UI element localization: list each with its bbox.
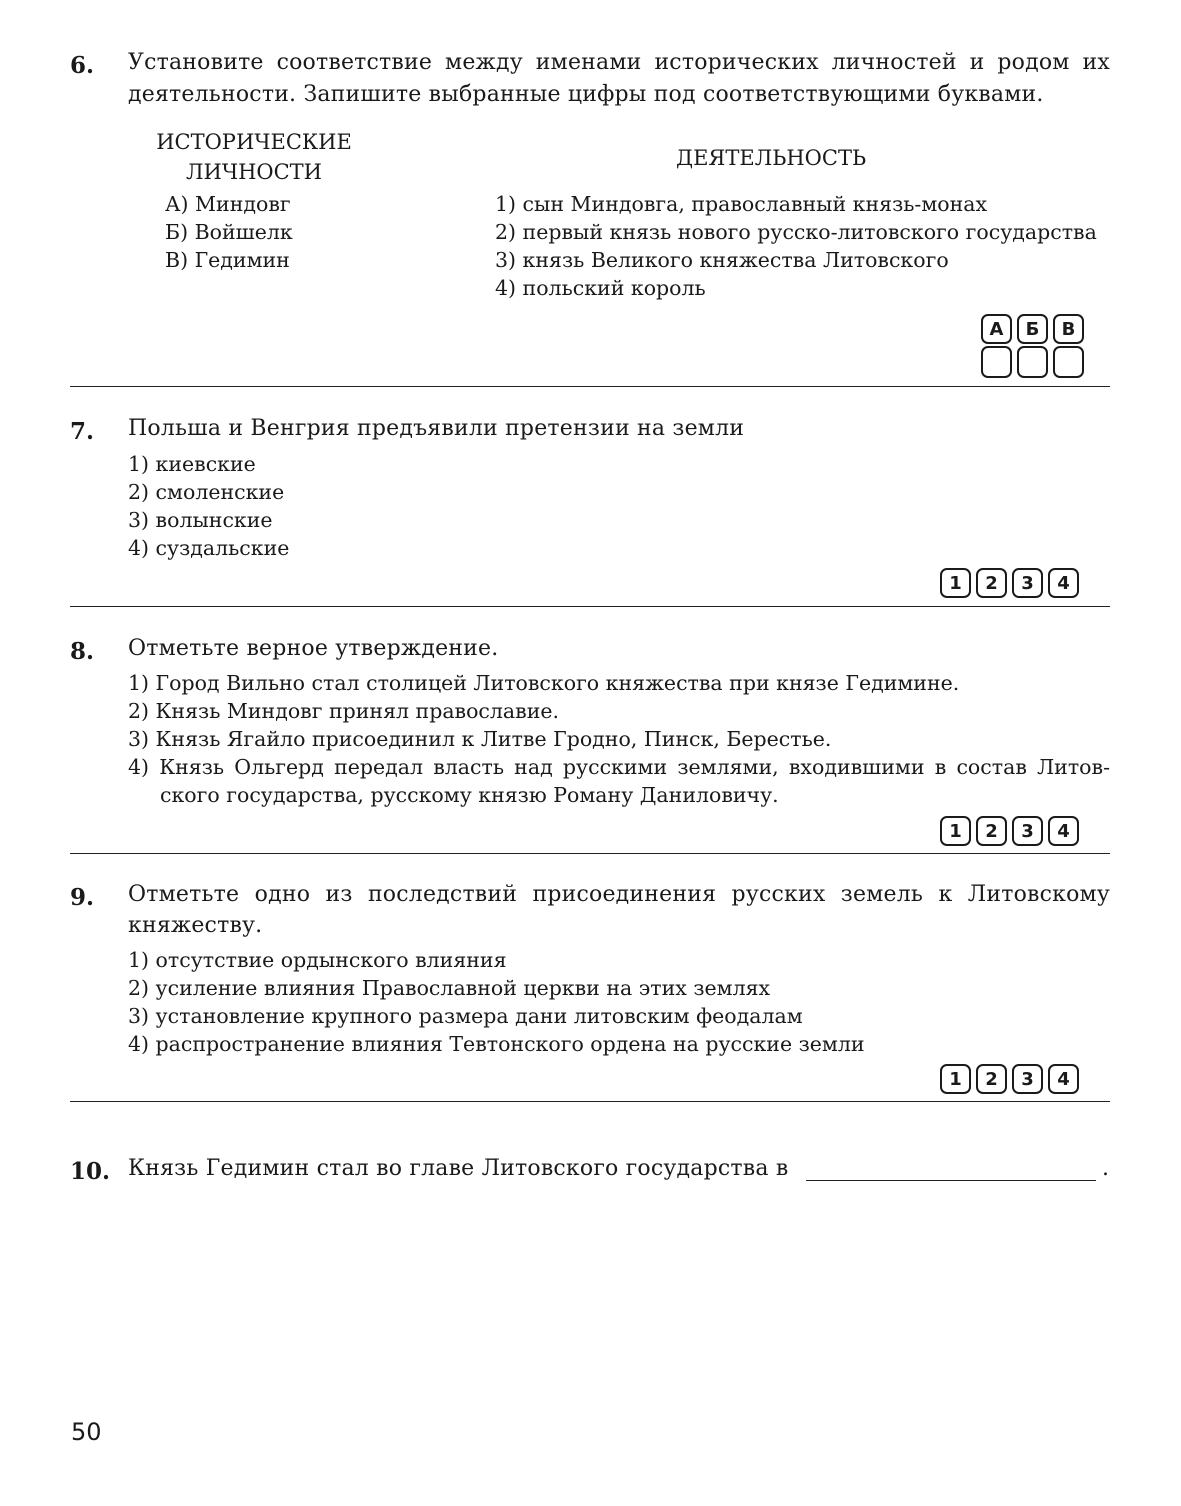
q9-option-3: 3) установление крупного размера дани литовским феодалам — [128, 1004, 803, 1028]
q6-letter-v: В — [1053, 314, 1084, 344]
q7-answer-box-3[interactable]: 3 — [1012, 568, 1043, 598]
q9-answer-box-2[interactable]: 2 — [976, 1064, 1007, 1094]
q7-answer-box-2[interactable]: 2 — [976, 568, 1007, 598]
q6-person-v: В) Гедимин — [165, 248, 290, 272]
q10-end-mark: . — [1102, 1156, 1110, 1181]
q8-answer-box-4[interactable]: 4 — [1048, 816, 1079, 846]
q9-option-2: 2) усиление влияния Православной церкви на этих землях — [128, 976, 771, 1000]
divider — [70, 386, 1110, 387]
q6-activity-3: 3) князь Великого княжества Литовского — [495, 248, 949, 272]
q7-option-3: 3) волынские — [128, 508, 273, 532]
q9-number: 9. — [70, 884, 95, 911]
q9-text-line1: Отметьте одно из последствий присоединения русских земель к Литовскому — [128, 882, 1110, 907]
q10-text: Князь Гедимин стал во главе Литовского государства в — [128, 1156, 789, 1181]
q8-answer-boxes — [940, 816, 1079, 846]
divider — [70, 606, 1110, 607]
q7-number: 7. — [70, 418, 95, 445]
q7-answer-boxes — [940, 568, 1079, 598]
q8-option-4: 4) Князь Ольгерд передал власть над русскими землями, входившими в состав Литов- — [128, 755, 1110, 779]
q6-left-header — [150, 127, 358, 187]
q6-answer-a-field[interactable] — [981, 346, 1012, 378]
q6-right-header: ДЕЯТЕЛЬНОСТЬ — [676, 146, 867, 170]
q8-number: 8. — [70, 638, 95, 665]
q9-answer-box-1[interactable]: 1 — [940, 1064, 971, 1094]
q8-option-3: 3) Князь Ягайло присоединил к Литве Гродно, Пинск, Берестье. — [128, 727, 832, 751]
q9-answer-box-4[interactable]: 4 — [1048, 1064, 1079, 1094]
q6-activity-2: 2) первый князь нового русско-литовского государства — [495, 220, 1097, 244]
q10-number: 10. — [70, 1158, 111, 1185]
divider — [70, 1101, 1110, 1102]
q6-person-b: Б) Войшелк — [165, 220, 293, 244]
q8-answer-box-1[interactable]: 1 — [940, 816, 971, 846]
q6-activity-1: 1) сын Миндовга, православный князь-монах — [495, 192, 988, 216]
divider — [70, 853, 1110, 854]
q7-answer-box-1[interactable]: 1 — [940, 568, 971, 598]
q6-number: 6. — [70, 52, 95, 79]
q7-option-4: 4) суздальские — [128, 536, 290, 560]
q8-text: Отметьте верное утверждение. — [128, 636, 499, 661]
q8-answer-box-3[interactable]: 3 — [1012, 816, 1043, 846]
q7-option-2: 2) смоленские — [128, 480, 285, 504]
q6-activity-4: 4) польский король — [495, 276, 706, 300]
q6-letter-a: А — [981, 314, 1012, 344]
page-number: 50 — [71, 1418, 102, 1446]
q9-option-4: 4) распространение влияния Тевтонского ордена на русские земли — [128, 1032, 865, 1056]
q6-letter-b: Б — [1017, 314, 1048, 344]
q7-text: Польша и Венгрия предъявили претензии на земли — [128, 416, 745, 441]
q6-left-header-line1: ИСТОРИЧЕСКИЕ — [156, 130, 352, 154]
q9-text-line2: княжеству. — [128, 913, 263, 938]
q7-answer-box-4[interactable]: 4 — [1048, 568, 1079, 598]
q8-answer-box-2[interactable]: 2 — [976, 816, 1007, 846]
q9-answer-box-3[interactable]: 3 — [1012, 1064, 1043, 1094]
q10-answer-line[interactable] — [806, 1180, 1096, 1181]
q6-answer-v-field[interactable] — [1053, 346, 1084, 378]
q6-text-line1: Установите соответствие между именами исторических личностей и родом их — [128, 50, 1110, 75]
q9-answer-boxes — [940, 1064, 1079, 1094]
q7-option-1: 1) киевские — [128, 452, 256, 476]
q6-person-a: А) Миндовг — [165, 192, 291, 216]
q6-answer-letters — [981, 314, 1084, 344]
q6-left-header-line2: ЛИЧНОСТИ — [186, 160, 322, 184]
q6-text-line2: деятельности. Запишите выбранные цифры под соответствующими буквами. — [128, 82, 1044, 107]
q9-option-1: 1) отсутствие ордынского влияния — [128, 948, 507, 972]
q6-answer-fields — [981, 346, 1084, 378]
q8-option-2: 2) Князь Миндовг принял православие. — [128, 699, 560, 723]
q8-option-1: 1) Город Вильно стал столицей Литовского княжества при князе Гедимине. — [128, 671, 960, 695]
q6-answer-b-field[interactable] — [1017, 346, 1048, 378]
q8-option-4-cont: ского государства, русскому князю Роману Даниловичу. — [160, 783, 779, 807]
